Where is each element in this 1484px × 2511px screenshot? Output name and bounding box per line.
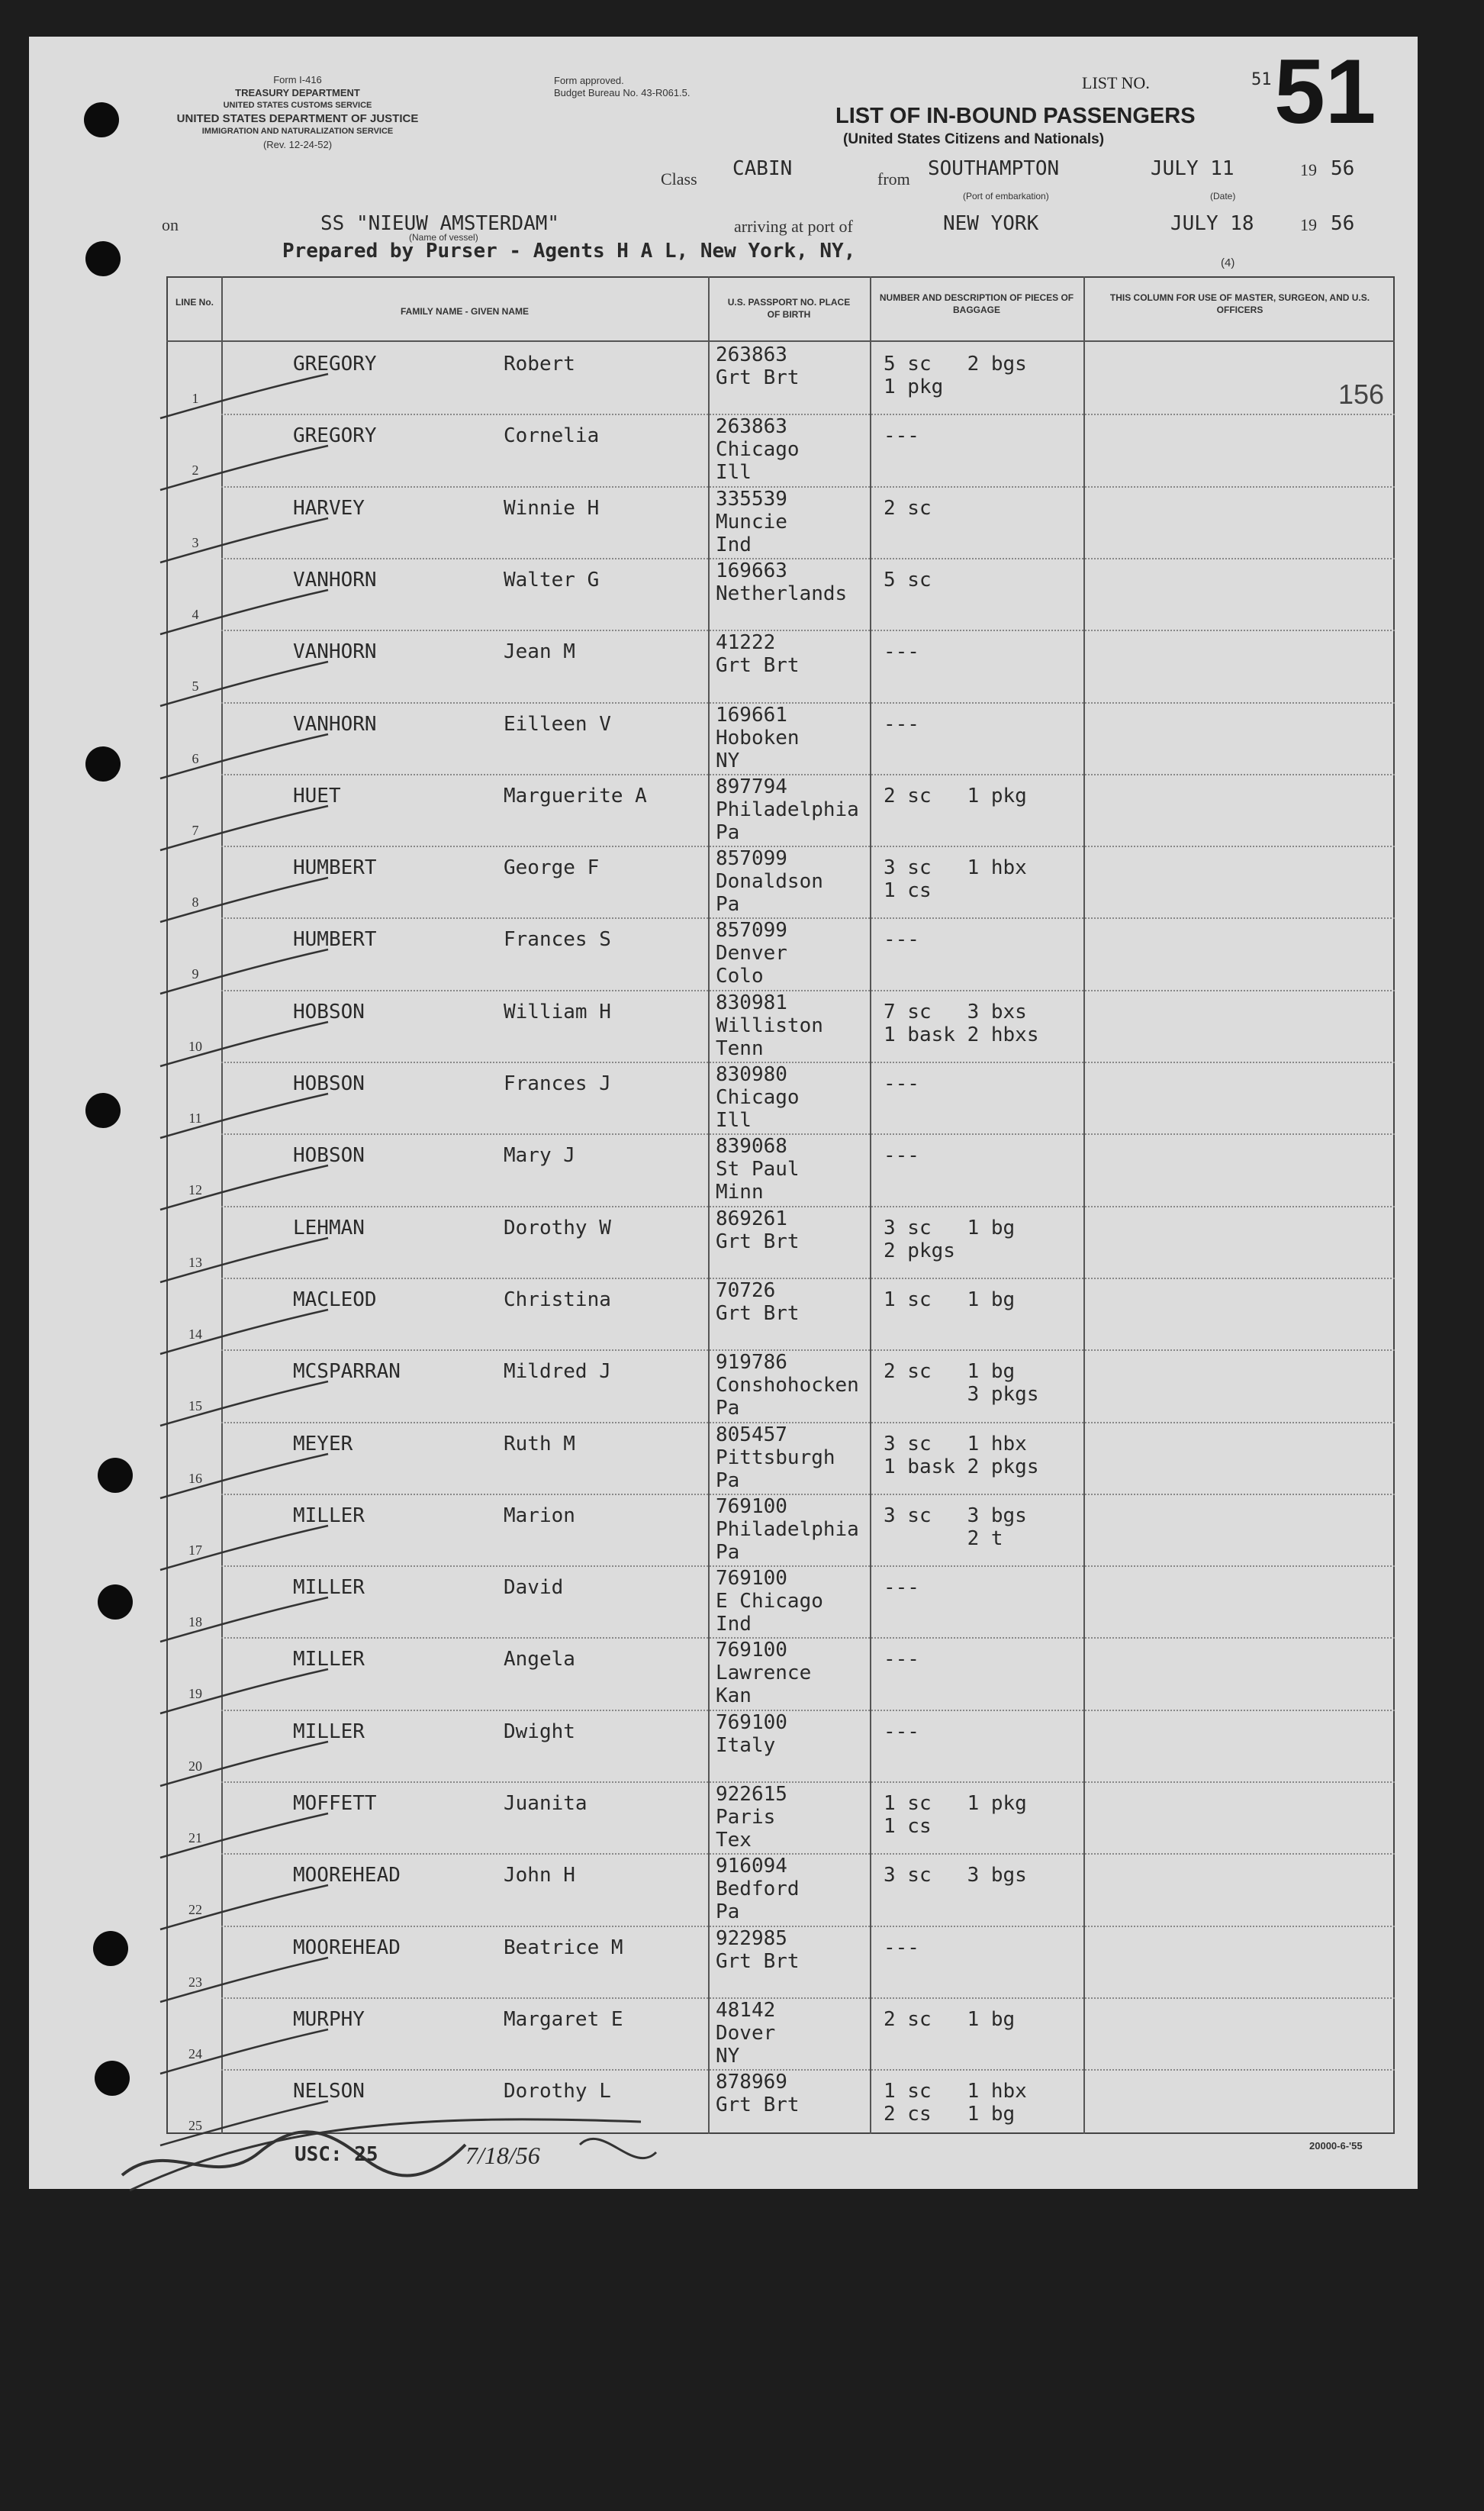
passport-cell: Hoboken [716, 726, 800, 749]
passport-cell: 869261 [716, 1207, 787, 1230]
row-divider [221, 1710, 1395, 1711]
baggage-cell: 1 bask 2 hbxs [884, 1023, 1039, 1046]
line-number: 13 [188, 1254, 202, 1270]
check-mark [153, 1236, 336, 1290]
col-header-line-no: LINE No. [175, 297, 214, 308]
baggage-cell: --- [884, 1576, 919, 1600]
line-number: 12 [188, 1182, 202, 1198]
vessel-label: (Name of vessel) [409, 232, 478, 243]
passport-cell: 48142 [716, 1998, 776, 2022]
passport-cell: 857099 [716, 919, 787, 943]
line-number: 1 [192, 391, 199, 406]
form-number: Form I-416 [273, 74, 322, 85]
row-divider [221, 2069, 1395, 2071]
check-mark [153, 2028, 336, 2081]
row-divider [221, 1781, 1395, 1783]
baggage-cell: 3 sc 3 bgs [884, 1864, 1027, 1887]
passport-cell: 857099 [716, 847, 787, 871]
check-mark [153, 1020, 336, 1074]
passport-cell: Netherlands [716, 582, 848, 605]
line-number: 24 [188, 2045, 202, 2061]
passport-cell: Denver [716, 942, 787, 965]
family-name: HUET [293, 784, 341, 807]
row-divider [221, 846, 1395, 847]
given-name: Margaret E [504, 2007, 623, 2031]
check-mark [153, 1092, 336, 1146]
given-name: Robert [504, 353, 575, 376]
col-header-name: FAMILY NAME - GIVEN NAME [400, 306, 530, 317]
baggage-cell: --- [884, 1720, 919, 1743]
row-divider [221, 1565, 1395, 1567]
passport-cell: 70726 [716, 1278, 776, 1302]
passport-cell: 919786 [716, 1351, 787, 1375]
family-name: VANHORN [293, 568, 377, 591]
row-divider [221, 1997, 1395, 1999]
passport-cell: Pa [716, 1468, 740, 1492]
baggage-cell: --- [884, 712, 919, 736]
date-label: (Date) [1210, 191, 1236, 201]
family-name: NELSON [293, 2080, 365, 2103]
check-mark [153, 876, 336, 930]
check-mark [153, 372, 336, 426]
arrival-port: NEW YORK [943, 212, 1039, 235]
check-mark [153, 1956, 336, 2010]
passport-cell: 169663 [716, 559, 787, 582]
check-mark [153, 1812, 336, 1865]
line-number: 22 [188, 1902, 202, 1918]
given-name: Ruth M [504, 1432, 575, 1455]
family-name: HUMBERT [293, 928, 377, 952]
binder-hole [98, 1584, 133, 1620]
passport-cell: Chicago [716, 1086, 800, 1109]
given-name: Dorothy W [504, 1216, 611, 1239]
row-divider [221, 1133, 1395, 1135]
official-signature [107, 2106, 687, 2198]
passport-cell: 769100 [716, 1639, 787, 1662]
family-name: MILLER [293, 1576, 365, 1600]
given-name: Marion [504, 1504, 575, 1527]
arriving-label: arriving at port of [734, 217, 853, 236]
passport-cell: Bedford [716, 1878, 800, 1901]
family-name: GREGORY [293, 353, 377, 376]
passport-cell: 878969 [716, 2071, 787, 2094]
row-divider [221, 1206, 1395, 1207]
check-mark [153, 1380, 336, 1433]
baggage-cell: 5 sc [884, 568, 932, 591]
passport-cell: 839068 [716, 1135, 787, 1159]
line-number: 25 [188, 2118, 202, 2134]
passport-cell: Lawrence [716, 1662, 812, 1685]
line-number: 21 [188, 1830, 202, 1845]
passport-cell: Pa [716, 1397, 740, 1420]
row-divider [221, 1349, 1395, 1351]
dept-treasury-sub: UNITED STATES CUSTOMS SERVICE [223, 101, 372, 110]
check-mark [153, 1308, 336, 1362]
line-number: 2 [192, 463, 199, 479]
row-divider [221, 414, 1395, 415]
manifest-title: LIST OF IN-BOUND PASSENGERS [835, 104, 1196, 128]
line-number: 11 [188, 1110, 202, 1126]
baggage-cell: 1 sc 1 hbx [884, 2080, 1027, 2103]
baggage-cell: 3 pkgs [884, 1383, 1039, 1407]
form-approved-block [554, 75, 690, 99]
given-name: Dwight [504, 1720, 575, 1743]
header-divider [166, 340, 1395, 342]
revision: (Rev. 12-24-52) [262, 139, 333, 150]
given-name: Mary J [504, 1144, 575, 1168]
baggage-cell: 1 pkg [884, 376, 944, 398]
form-approved: Form approved. [554, 75, 624, 86]
line-number: 16 [188, 1470, 202, 1486]
passport-cell: Philadelphia [716, 1517, 859, 1541]
baggage-cell: 1 sc 1 bg [884, 1288, 1016, 1311]
passport-cell: 769100 [716, 1710, 787, 1734]
from-label: from [877, 169, 910, 189]
line-number: 7 [192, 822, 199, 838]
given-name: Winnie H [504, 496, 600, 520]
given-name: John H [504, 1864, 575, 1887]
binder-hole [98, 1458, 133, 1493]
check-mark [153, 588, 336, 642]
check-mark [153, 1668, 336, 1721]
dept-justice: UNITED STATES DEPARTMENT OF JUSTICE [176, 112, 419, 125]
dept-justice-sub: IMMIGRATION AND NATURALIZATION SERVICE [201, 127, 394, 136]
passport-cell: Tex [716, 1829, 752, 1852]
check-mark [153, 1740, 336, 1794]
row-divider [221, 990, 1395, 991]
check-mark [153, 733, 336, 786]
family-name: HOBSON [293, 1000, 365, 1023]
handwritten-annotation: 156 [1338, 379, 1385, 410]
row-divider [221, 1278, 1395, 1279]
line-number: 8 [192, 894, 199, 911]
family-name: GREGORY [293, 424, 377, 448]
family-name: LEHMAN [293, 1216, 365, 1239]
agency-block [122, 73, 473, 151]
vessel-name: SS "NIEUW AMSTERDAM" [320, 212, 560, 235]
binder-hole [95, 2061, 130, 2096]
check-mark [153, 444, 336, 498]
passport-cell: E Chicago [716, 1590, 823, 1613]
passport-cell: Grt Brt [716, 1230, 800, 1253]
passport-cell: Pa [716, 1540, 740, 1564]
passport-cell: Colo [716, 965, 764, 988]
row-divider [221, 1926, 1395, 1927]
passport-cell: 263863 [716, 343, 787, 366]
col-header-passport: U.S. PASSPORT NO. PLACE OF BIRTH [727, 297, 851, 320]
given-name: William H [504, 1000, 611, 1023]
baggage-cell: 2 sc 1 bg [884, 1360, 1016, 1384]
list-no-typed: 51 [1251, 70, 1272, 89]
check-mark [153, 1884, 336, 1937]
passport-cell: Ill [716, 461, 752, 485]
passport-cell: Conshohocken [716, 1374, 859, 1397]
embark-year: 56 [1331, 157, 1355, 180]
baggage-cell: 1 cs [884, 1815, 932, 1838]
on-label: on [162, 215, 179, 234]
list-no-stamp: 51 [1274, 40, 1376, 143]
given-name: Frances J [504, 1072, 611, 1095]
given-name: Mildred J [504, 1360, 611, 1384]
binder-hole [85, 241, 121, 276]
passport-cell: Pa [716, 893, 740, 917]
check-mark [153, 1596, 336, 1649]
note-4: (4) [1221, 256, 1235, 269]
passport-cell: Philadelphia [716, 798, 859, 821]
binder-hole [85, 746, 121, 782]
family-name: MURPHY [293, 2007, 365, 2031]
baggage-cell: --- [884, 1072, 919, 1095]
family-name: MILLER [293, 1648, 365, 1671]
passport-cell: 169661 [716, 703, 787, 727]
family-name: MILLER [293, 1504, 365, 1527]
form-code: 20000-6-'55 [1309, 2140, 1363, 2152]
port-embark-label: (Port of embarkation) [963, 191, 1049, 201]
baggage-cell: --- [884, 1144, 919, 1168]
row-divider [221, 630, 1395, 631]
family-name: MCSPARRAN [293, 1360, 401, 1384]
dept-treasury: TREASURY DEPARTMENT [235, 87, 360, 98]
row-divider [221, 917, 1395, 919]
family-name: MOFFETT [293, 1792, 377, 1815]
row-divider [221, 774, 1395, 775]
baggage-cell: 3 sc 1 hbx [884, 856, 1027, 880]
family-name: VANHORN [293, 640, 377, 664]
passport-cell: Grt Brt [716, 654, 800, 678]
passport-cell: 916094 [716, 1855, 787, 1878]
embark-year-prefix: 19 [1300, 160, 1317, 179]
passport-cell: NY [716, 749, 740, 772]
line-number: 23 [188, 1974, 202, 1990]
given-name: Dorothy L [504, 2080, 611, 2103]
passport-cell: Grt Brt [716, 2094, 800, 2117]
passport-cell: 769100 [716, 1567, 787, 1591]
baggage-cell: 2 sc 1 pkg [884, 784, 1027, 807]
row-divider [221, 558, 1395, 559]
family-name: VANHORN [293, 712, 377, 736]
row-divider [221, 702, 1395, 704]
family-name: HOBSON [293, 1072, 365, 1095]
passport-cell: 769100 [716, 1494, 787, 1518]
family-name: MOOREHEAD [293, 1936, 401, 1959]
passport-cell: Italy [716, 1733, 776, 1757]
given-name: Jean M [504, 640, 575, 664]
passport-cell: Ind [716, 533, 752, 556]
row-divider [221, 1062, 1395, 1063]
given-name: Frances S [504, 928, 611, 952]
baggage-cell: 7 sc 3 bxs [884, 1000, 1027, 1023]
manifest-subtitle: (United States Citizens and Nationals) [843, 131, 1105, 147]
check-mark [153, 1452, 336, 1506]
class-value: CABIN [732, 157, 793, 180]
line-number: 17 [188, 1542, 202, 1558]
passport-cell: Grt Brt [716, 1949, 800, 1973]
passport-cell: Chicago [716, 438, 800, 462]
check-mark [153, 948, 336, 1001]
row-divider [221, 1422, 1395, 1423]
check-mark [153, 660, 336, 714]
given-name: Beatrice M [504, 1936, 623, 1959]
passport-cell: NY [716, 2044, 740, 2068]
arrival-date: JULY 18 [1170, 212, 1254, 235]
passport-cell: Grt Brt [716, 366, 800, 389]
baggage-cell: 3 sc 1 hbx [884, 1432, 1027, 1455]
baggage-cell: --- [884, 1936, 919, 1959]
given-name: Juanita [504, 1792, 587, 1815]
baggage-cell: 5 sc 2 bgs [884, 353, 1027, 376]
given-name: Walter G [504, 568, 600, 591]
passport-cell: Minn [716, 1181, 764, 1204]
check-mark [153, 1524, 336, 1578]
line-number: 3 [192, 534, 199, 550]
passport-cell: Muncie [716, 510, 787, 533]
baggage-cell: 2 sc [884, 496, 932, 520]
given-name: Eilleen V [504, 712, 611, 736]
passport-cell: St Paul [716, 1158, 800, 1181]
baggage-cell: --- [884, 928, 919, 952]
class-label: Class [661, 169, 697, 189]
line-number: 5 [192, 679, 199, 695]
row-divider [221, 1494, 1395, 1495]
arrival-year: 56 [1331, 212, 1355, 235]
line-number: 10 [188, 1038, 202, 1054]
family-name: MEYER [293, 1432, 353, 1455]
passport-cell: Donaldson [716, 870, 823, 894]
family-name: MOOREHEAD [293, 1864, 401, 1887]
given-name: David [504, 1576, 564, 1600]
baggage-cell: --- [884, 424, 919, 448]
from-value: SOUTHAMPTON [928, 157, 1060, 180]
line-number: 19 [188, 1686, 202, 1702]
binder-hole [84, 102, 119, 137]
passport-cell: 805457 [716, 1423, 787, 1446]
baggage-cell: 1 sc 1 pkg [884, 1792, 1027, 1815]
passport-cell: 263863 [716, 415, 787, 439]
passport-cell: 335539 [716, 487, 787, 511]
baggage-cell: 1 bask 2 pkgs [884, 1455, 1039, 1478]
family-name: HUMBERT [293, 856, 377, 880]
passport-cell: Pittsburgh [716, 1446, 835, 1469]
baggage-cell: 2 cs 1 bg [884, 2103, 1016, 2126]
list-no-label: LIST NO. [1082, 73, 1150, 92]
passport-cell: 922615 [716, 1783, 787, 1806]
baggage-cell: 3 sc 3 bgs [884, 1504, 1027, 1527]
baggage-cell: 3 sc 1 bg [884, 1216, 1016, 1239]
passport-cell: Grt Brt [716, 1301, 800, 1325]
passport-cell: Ill [716, 1109, 752, 1132]
line-number: 20 [188, 1758, 202, 1774]
given-name: Angela [504, 1648, 575, 1671]
given-name: Marguerite A [504, 784, 647, 807]
baggage-cell: 1 cs [884, 879, 932, 903]
binder-hole [93, 1931, 128, 1966]
check-mark [153, 804, 336, 858]
given-name: George F [504, 856, 600, 880]
row-divider [221, 486, 1395, 488]
baggage-cell: --- [884, 640, 919, 664]
line-number: 14 [188, 1326, 202, 1342]
budget-bureau: Budget Bureau No. 43-R061.5. [554, 87, 690, 98]
row-divider [221, 1853, 1395, 1855]
given-name: Cornelia [504, 424, 600, 448]
given-name: Christina [504, 1288, 611, 1311]
passport-cell: 830980 [716, 1063, 787, 1086]
line-number: 9 [192, 966, 199, 982]
row-divider [221, 1637, 1395, 1639]
family-name: MACLEOD [293, 1288, 377, 1311]
line-number: 18 [188, 1614, 202, 1630]
passport-cell: Pa [716, 820, 740, 844]
family-name: HARVEY [293, 496, 365, 520]
passport-cell: Dover [716, 2021, 776, 2045]
passport-cell: Paris [716, 1806, 776, 1829]
binder-hole [85, 1093, 121, 1128]
usc-stamp: USC: 25 [295, 2143, 378, 2166]
arrival-year-prefix: 19 [1300, 215, 1317, 234]
col-header-baggage: NUMBER AND DESCRIPTION OF PIECES OF BAGGAGE [879, 292, 1074, 315]
family-name: HOBSON [293, 1144, 365, 1168]
line-number: 6 [192, 750, 199, 766]
family-name: MILLER [293, 1720, 365, 1743]
baggage-cell: 2 t [884, 1526, 1003, 1550]
passport-cell: Ind [716, 1613, 752, 1636]
embark-date: JULY 11 [1151, 157, 1235, 180]
passport-cell: Tenn [716, 1036, 764, 1060]
passport-cell: Williston [716, 1014, 823, 1037]
passport-cell: Kan [716, 1684, 752, 1708]
line-number: 15 [188, 1398, 202, 1414]
handwritten-date: 7/18/56 [465, 2142, 540, 2169]
baggage-cell: 2 sc 1 bg [884, 2007, 1016, 2031]
col-header-officers: THIS COLUMN FOR USE OF MASTER, SURGEON, AND U.S. OFFICERS [1109, 292, 1370, 315]
baggage-cell: --- [884, 1648, 919, 1671]
line-number: 4 [192, 606, 199, 622]
check-mark [153, 517, 336, 570]
passport-cell: Pa [716, 1900, 740, 1924]
baggage-cell: 2 pkgs [884, 1239, 955, 1262]
passport-cell: 897794 [716, 775, 787, 798]
passport-cell: 830981 [716, 991, 787, 1014]
passport-cell: 922985 [716, 1926, 787, 1950]
prepared-by: Prepared by Purser - Agents H A L, New York, NY, [282, 240, 856, 263]
passport-cell: 41222 [716, 631, 776, 655]
check-mark [153, 1164, 336, 1217]
